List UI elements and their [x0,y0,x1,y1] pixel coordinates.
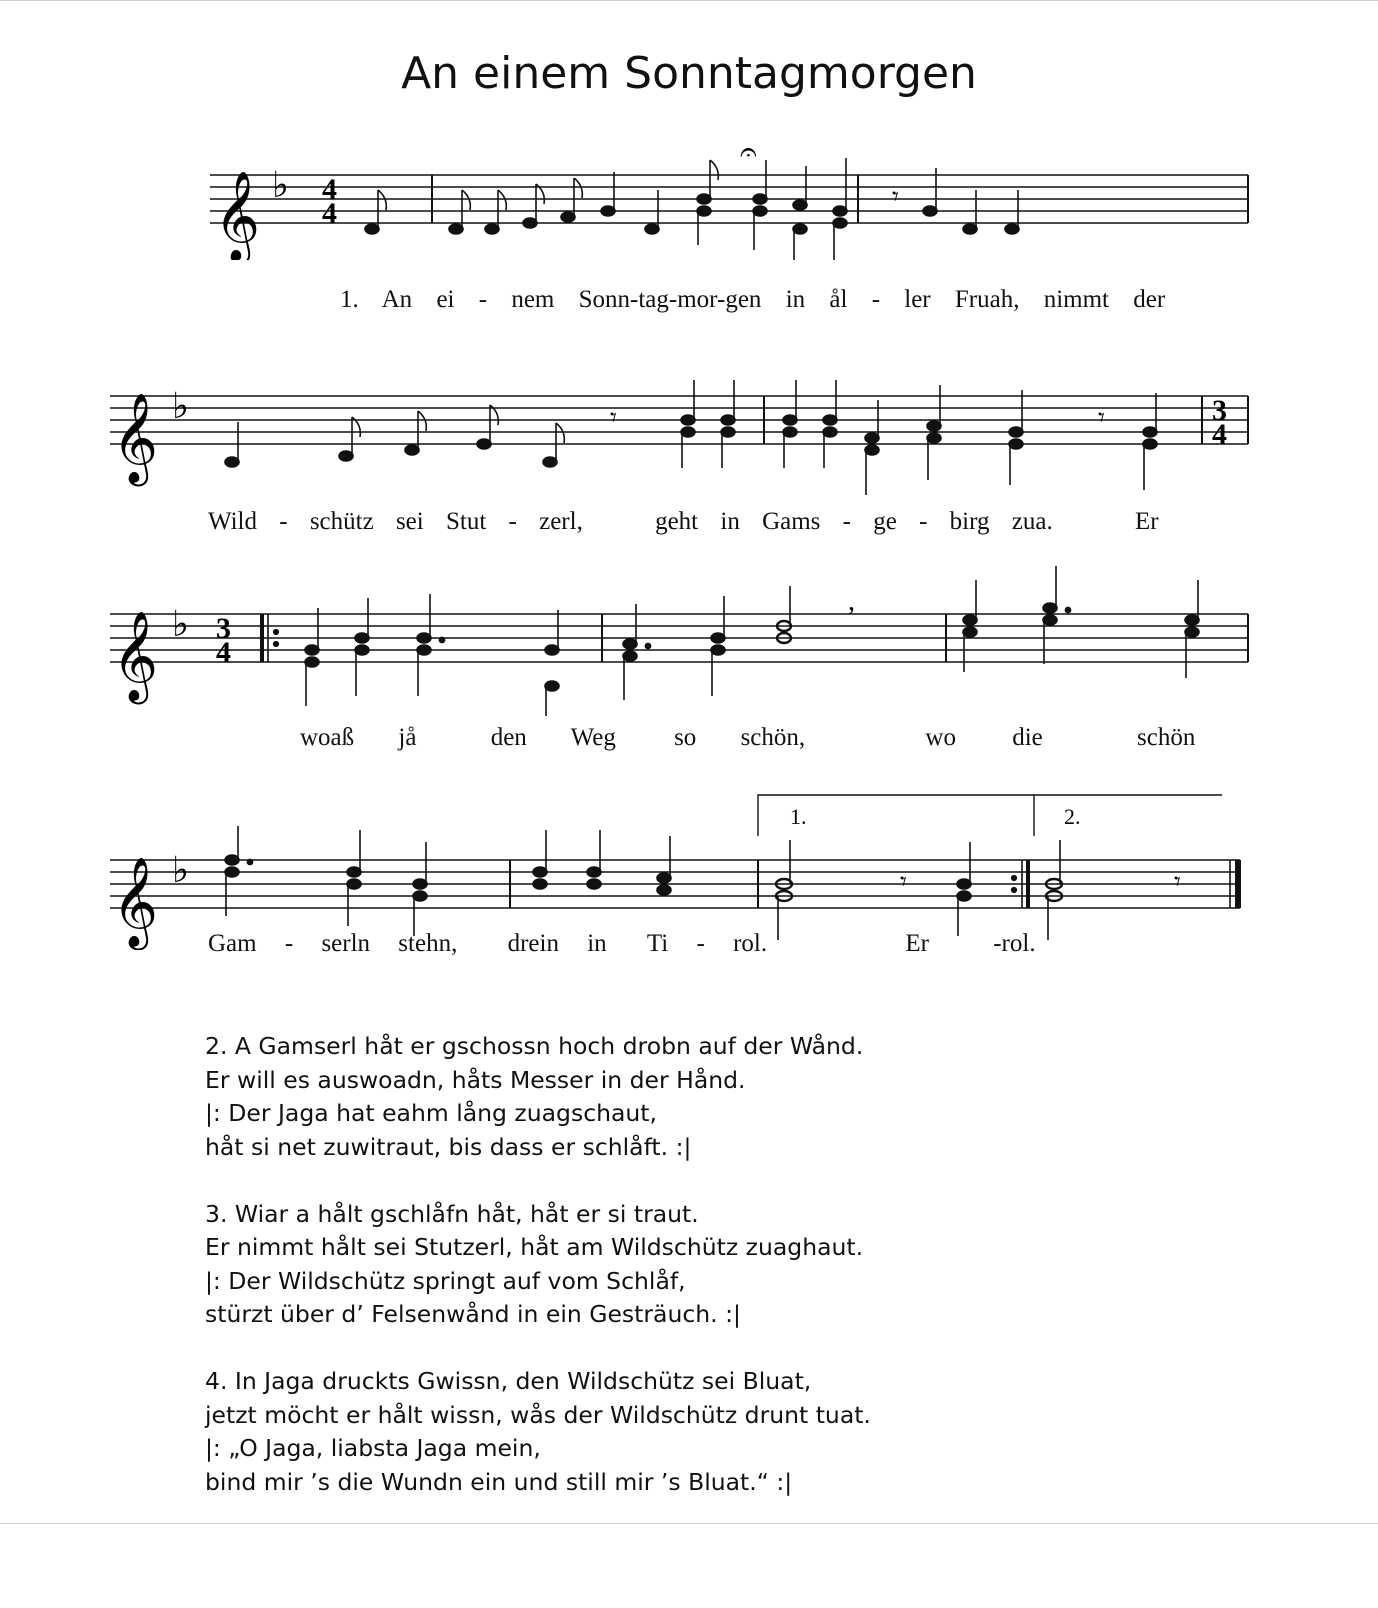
time-signature-top: 4 [322,173,337,206]
time-signature-bottom: 4 [322,197,337,230]
breath-mark-icon: , [848,586,855,617]
treble-clef-icon: 𝄞 [112,612,159,699]
music-system-1 [0,120,1378,260]
notes [225,826,1062,940]
staff-lines [210,175,1248,223]
song-title: An einem Sonntagmorgen [401,48,977,99]
notes [225,380,1157,495]
treble-clef-icon: 𝄞 [112,394,159,481]
music-system-3 [0,560,1378,720]
time-signature-top: 3 [216,612,231,645]
eighth-rest-icon: 𝄾 [1174,867,1181,896]
notes [365,158,1019,260]
volta-2-label: 2. [1064,804,1081,829]
verse-4 [205,1365,871,1499]
lyric-line-3: woaß jå den Weg so schön, wo die schön [300,724,1196,751]
lyric-line-4: Gam - serln stehn, drein in Ti - rol. Er -rol. [208,930,1036,957]
staff-lines [110,614,1248,662]
verse-line: stürzt über d’ Felsenwånd in ein Gesträuch. :| [205,1300,741,1328]
verse-line: 2. A Gamserl håt er gschossn hoch drobn auf der Wånd. [205,1032,864,1060]
fermata-icon: 𝄐 [740,136,757,169]
volta-1-label: 1. [790,804,807,829]
verse-line: håt si net zuwitraut, bis dass er schlåft. :| [205,1132,692,1161]
eighth-rest-icon: 𝄾 [610,403,617,432]
verses-block [205,1030,871,1533]
verse-line: Er nimmt hålt sei Stutzerl, håt am Wildschütz zuaghaut. [205,1233,864,1261]
verse-3 [205,1198,871,1332]
verse-line: 3. Wiar a hålt gschlåfn håt, håt er si traut. [205,1199,699,1228]
flat-key-signature-icon: ♭ [172,386,189,426]
verse-line: jetzt möcht er hålt wissn, wås der Wildschütz drunt tuat. [205,1400,871,1429]
eighth-rest-icon: 𝄾 [1098,403,1105,432]
staff-lines [110,396,1248,444]
flat-key-signature-icon: ♭ [272,165,289,205]
staff-lines [110,860,1240,908]
eighth-rest-icon: 𝄾 [900,867,907,896]
flat-key-signature-icon: ♭ [172,604,189,644]
treble-clef-icon: 𝄞 [112,858,159,945]
flat-key-signature-icon: ♭ [172,850,189,890]
eighth-rest-icon: 𝄾 [892,182,899,211]
time-signature-top: 3 [1212,394,1227,427]
volta-brackets [758,795,1222,836]
lyric-line-2: Wild - schütz sei Stut - zerl, geht in Gams - ge - birg zua. Er [208,508,1159,535]
time-signature-bottom: 4 [216,636,231,669]
notes [305,566,1199,716]
verse-line: bind mir ’s die Wundn ein und still mir ’s Bluat.“ :| [205,1467,793,1496]
treble-clef-icon: 𝄞 [214,172,261,259]
music-system-4 [0,780,1378,950]
verse-line: |: Der Wildschütz springt auf vom Schlåf, [205,1266,686,1295]
lyric-line-1: 1. An ei - nem Sonn-tag-mor-gen in ål - ler Fruah, nimmt der [340,286,1166,313]
verse-line: Er will es auswoadn, håts Messer in der Hånd. [205,1065,746,1094]
top-rule [0,0,1378,1]
time-signature-bottom: 4 [1212,418,1227,451]
verse-2 [205,1030,871,1164]
verse-line: 4. In Jaga druckts Gwissn, den Wildschütz sei Bluat, [205,1367,812,1395]
verse-line: |: Der Jaga hat eahm lång zuagschaut, [205,1099,657,1127]
music-system-2 [0,340,1378,500]
verse-line: |: „O Jaga, liabsta Jaga mein, [205,1434,541,1462]
